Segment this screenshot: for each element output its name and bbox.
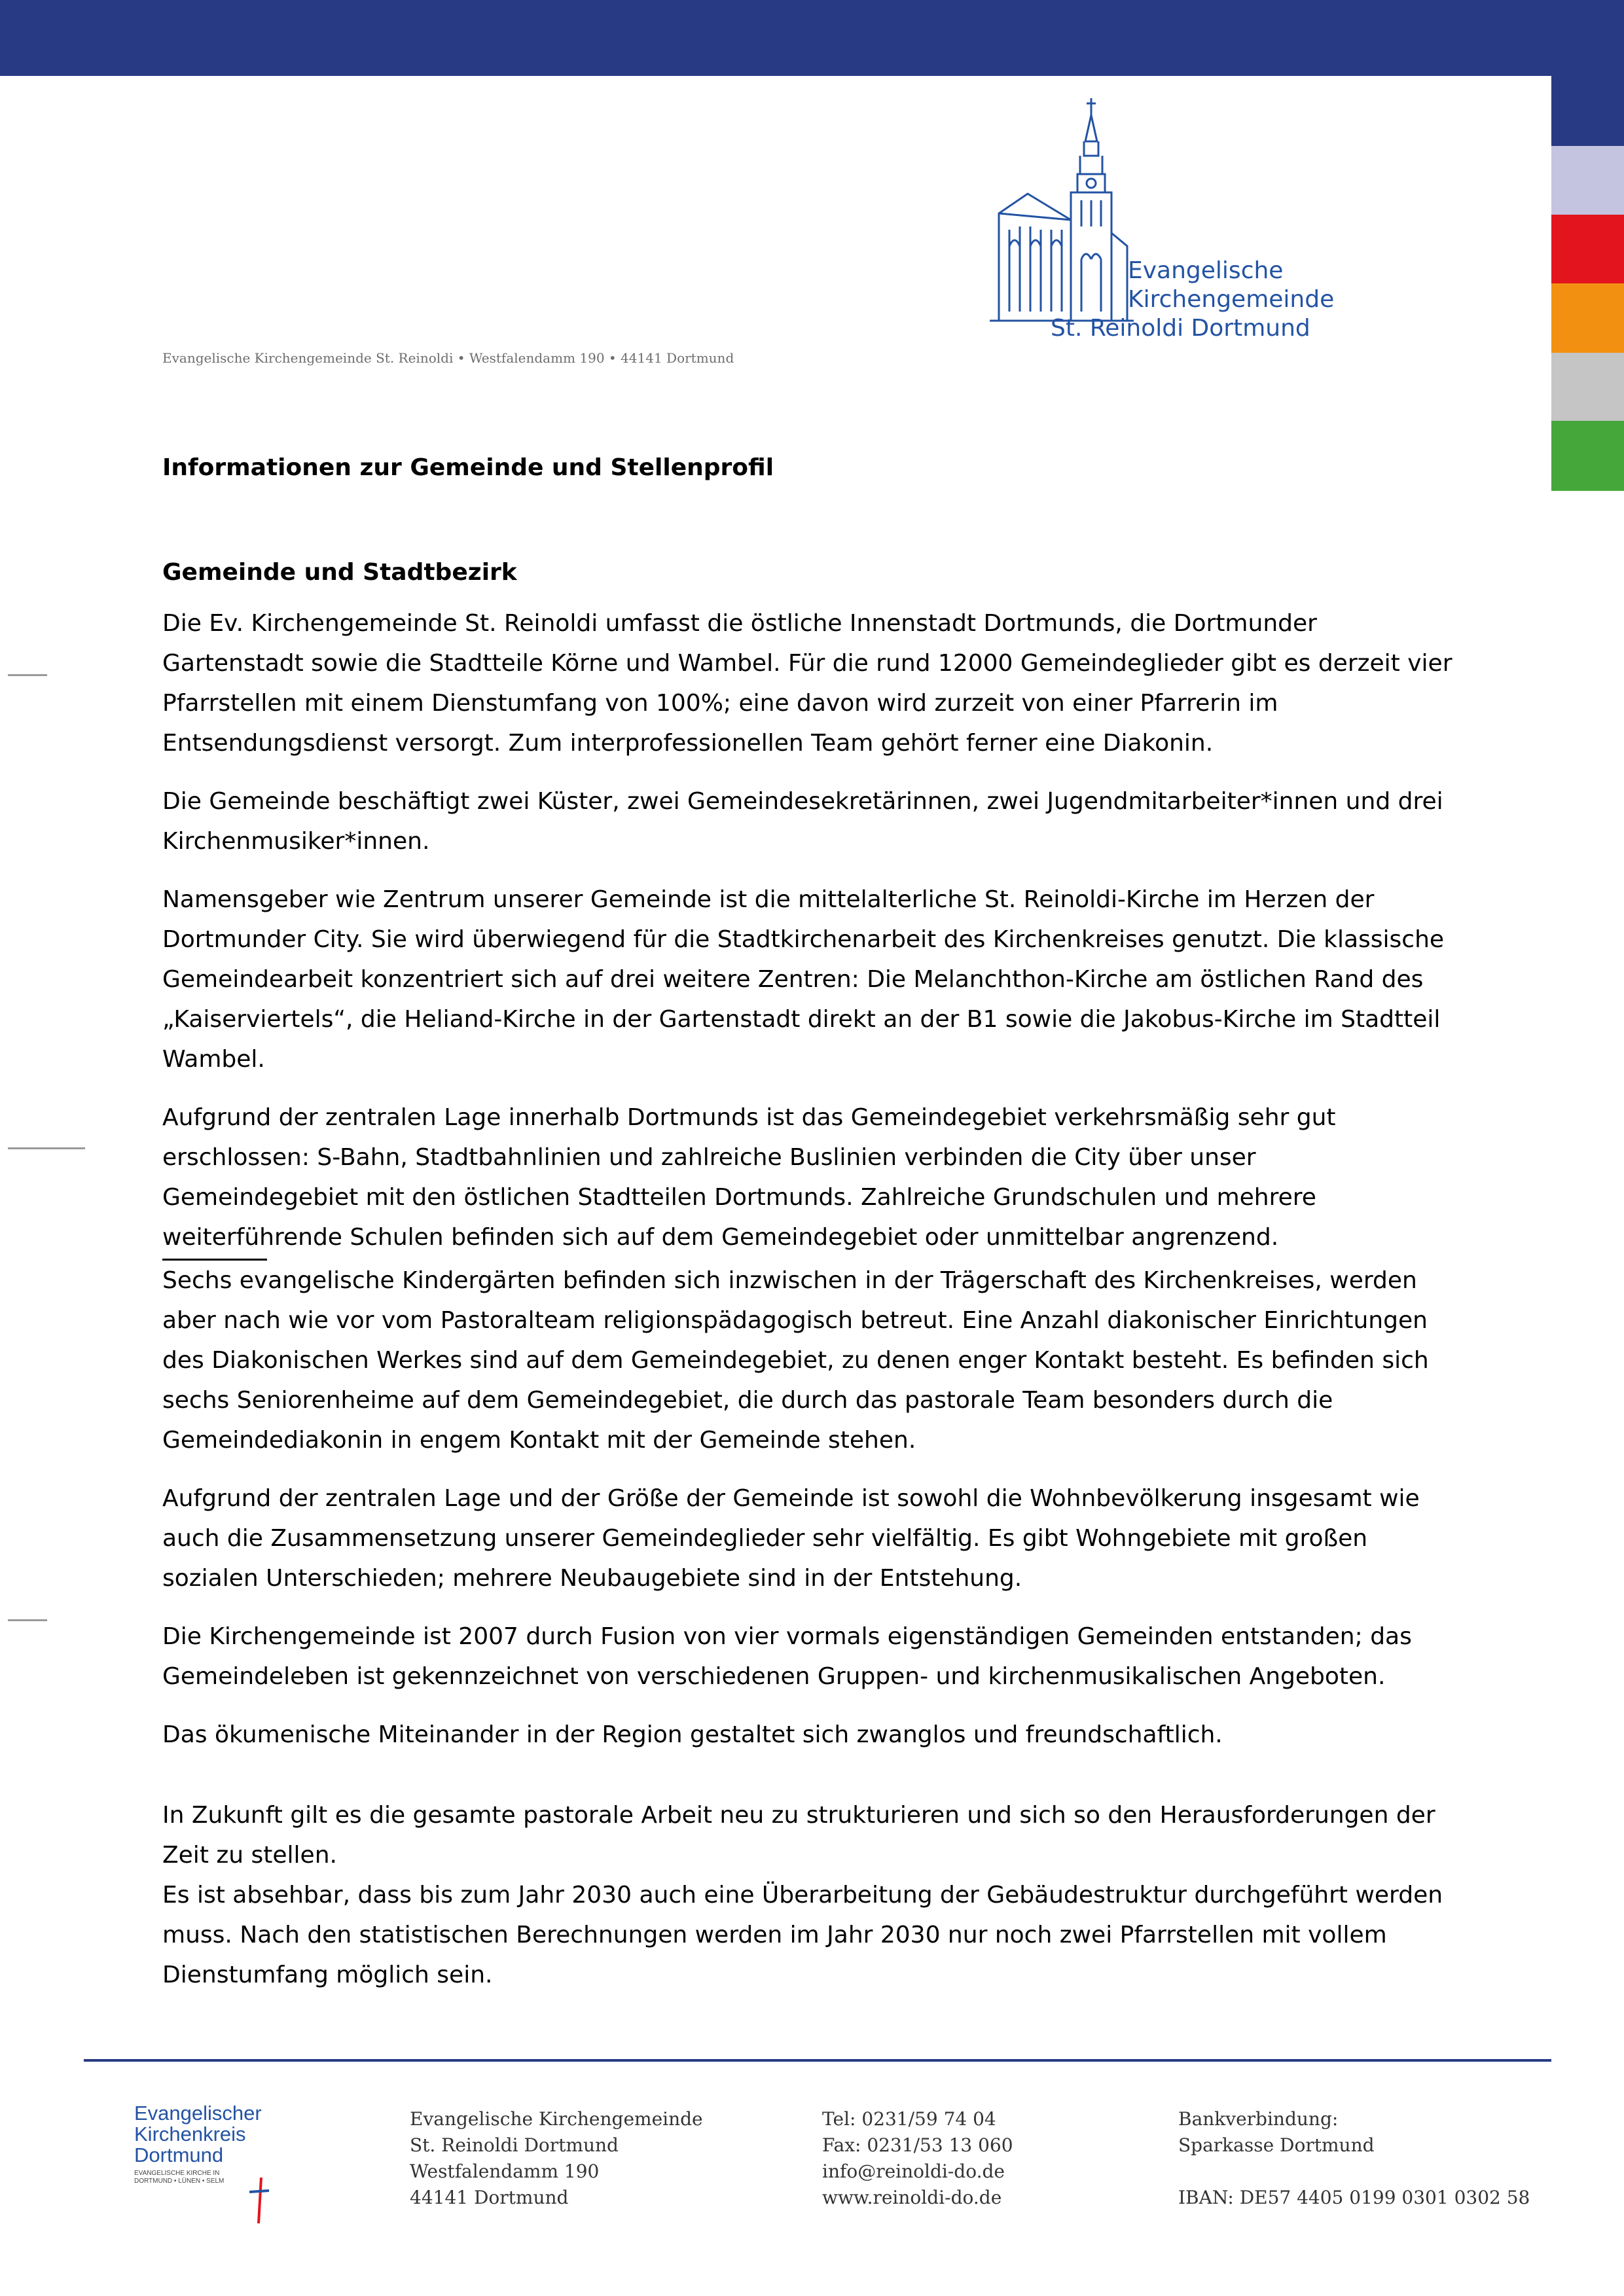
iban: IBAN: DE57 4405 0199 0301 0302 58: [1178, 2187, 1530, 2208]
fold-mark-bottom: [8, 1619, 47, 1621]
paragraph: Die Gemeinde beschäftigt zwei Küster, zwei Gemeindesekretärinnen, zwei Jugendmitarbeiter*innen und drei Kirchenmusiker*innen.: [162, 788, 1443, 855]
document-body: [162, 452, 1458, 2013]
paragraph: Die Ev. Kirchengemeinde St. Reinoldi umfasst die östliche Innenstadt Dortmunds, die Dortmunder Gartenstadt sowie die Stadtteile Körne und Wambel. Für die rund 12000 Gemeindeglieder gibt es derzeit vier Pfarrstellen mit einem Dienstumfang von 100%; eine davon wird zurzeit von einer Pfarrerin im Entsendungsdienst versorgt. Zum interprofessionellen Team gehört ferner eine Diakonin.: [162, 610, 1453, 757]
logo-line-1: Evangelische: [1128, 257, 1284, 284]
paragraph: Sechs evangelische Kindergärten befinden sich inzwischen in der Trägerschaft des Kirchenkreises, werden aber nach wie vor vom Pastoralteam religionspädagogisch betreut. Eine Anzahl diakonischer Einrichtungen des Diakonischen Werkes sind auf dem Gemeindegebiet, zu denen enger Kontakt besteht. Es befinden sich sechs Seniorenheime auf dem Gemeindegebiet, die durch das pastorale Team besonders durch die Gemeindediakonin in engem Kontakt mit der Gemeinde stehen.: [162, 1267, 1429, 1454]
punch-mark: [8, 1147, 85, 1149]
color-stripe-green: [1551, 421, 1624, 491]
header-color-band: [0, 0, 1624, 76]
phone-number: Tel: 0231/59 74 04: [822, 2108, 996, 2130]
color-stripe-orange: [1551, 283, 1624, 353]
church-logo-text: [1051, 257, 1388, 343]
bank-label: Bankverbindung:: [1178, 2108, 1339, 2130]
color-stripe-red: [1551, 215, 1624, 283]
footer-contact: [822, 2106, 1013, 2211]
paragraph: Es ist absehbar, dass bis zum Jahr 2030 auch eine Überarbeitung der Gebäudestruktur durchgeführt werden muss. Nach den statistischen Berechnungen werden im Jahr 2030 nur noch zwei Pfarrstellen mit vollem Dienstumfang möglich sein.: [162, 1882, 1443, 1988]
footer-address: [410, 2106, 703, 2211]
kk-logo-sub-2: DORTMUND • LÜNEN • SELM: [134, 2178, 225, 2185]
logo-line-3: St. Reinoldi Dortmund: [1051, 315, 1310, 342]
fax-number: Fax: 0231/53 13 060: [822, 2134, 1013, 2156]
kk-logo-line-2: Kirchenkreis: [134, 2123, 246, 2145]
color-stripe-grey: [1551, 353, 1624, 421]
footer-divider: [84, 2059, 1551, 2062]
document-title: Informationen zur Gemeinde und Stellenprofil: [162, 454, 774, 481]
website-link[interactable]: www.reinoldi-do.de: [822, 2187, 1002, 2208]
sender-address-line: Evangelische Kirchengemeinde St. Reinoldi • Westfalendamm 190 • 44141 Dortmund: [162, 350, 734, 366]
paragraph: Das ökumenische Miteinander in der Region gestaltet sich zwanglos und freundschaftlich.: [162, 1721, 1223, 1748]
kirchenkreis-logo: [134, 2103, 278, 2185]
fold-mark-top: [8, 674, 47, 676]
color-stripe-lavender: [1551, 146, 1624, 215]
email-link[interactable]: info@reinoldi-do.de: [822, 2161, 1005, 2182]
church-tower-icon: [990, 96, 1140, 338]
paragraph: Die Kirchengemeinde ist 2007 durch Fusion von vier vormals eigenständigen Gemeinden entstanden; das Gemeindeleben ist gekennzeichnet von verschiedenen Gruppen- und kirchenmusikalischen Angeboten.: [162, 1623, 1412, 1690]
color-stripe-blue: [1551, 76, 1624, 146]
paragraph: In Zukunft gilt es die gesamte pastorale Arbeit neu zu strukturieren und sich so den Herausforderungen der Zeit zu stellen.: [162, 1802, 1435, 1869]
kk-logo-line-1: Evangelischer: [134, 2102, 262, 2125]
address-line: St. Reinoldi Dortmund: [410, 2134, 619, 2156]
kk-logo-sub-1: EVANGELISCHE KIRCHE IN: [134, 2170, 220, 2177]
paragraph: Aufgrund der zentralen Lage und der Größe der Gemeinde ist sowohl die Wohnbevölkerung insgesamt wie auch die Zusammensetzung unserer Gemeindeglieder sehr vielfältig. Es gibt Wohngebiete mit großen sozialen Unterschieden; mehrere Neubaugebiete sind in der Entstehung.: [162, 1485, 1420, 1592]
address-line: 44141 Dortmund: [410, 2187, 569, 2208]
paragraph: Namensgeber wie Zentrum unserer Gemeinde ist die mittelalterliche St. Reinoldi-Kirche im Herzen der Dortmunder City. Sie wird überwiegend für die Stadtkirchenarbeit des Kirchenkreises genutzt. Die klassische Gemeindearbeit konzentriert sich auf drei weitere Zentren: Die Melanchthon-Kirche am östlichen Rand des „Kaiserviertels“, die Heliand-Kirche in der Gartenstadt direkt an der B1 sowie die Jakobus-Kirche im Stadtteil Wambel.: [162, 886, 1445, 1073]
section-heading: Gemeinde und Stadtbezirk: [162, 559, 517, 586]
address-line: Evangelische Kirchengemeinde: [410, 2108, 703, 2130]
bank-name: Sparkasse Dortmund: [1178, 2134, 1375, 2156]
kk-logo-line-3: Dortmund: [134, 2144, 224, 2166]
logo-line-2: Kirchengemeinde: [1128, 286, 1335, 313]
footer-bank: [1178, 2106, 1530, 2211]
paragraph: Aufgrund der zentralen Lage innerhalb Dortmunds ist das Gemeindegebiet verkehrsmäßig sehr gut erschlossen: S-Bahn, Stadtbahnlinien und zahlreiche Buslinien verbinden die City über unser Gemeindegebiet mit den östlichen Stadtteilen Dortmunds. Zahlreiche Grundschulen und mehrere weiterführende Schulen befinden sich auf dem Gemeindegebiet oder unmittelbar angrenzend.: [162, 1104, 1336, 1251]
cross-icon: [249, 2178, 269, 2223]
address-line: Westfalendamm 190: [410, 2161, 600, 2182]
